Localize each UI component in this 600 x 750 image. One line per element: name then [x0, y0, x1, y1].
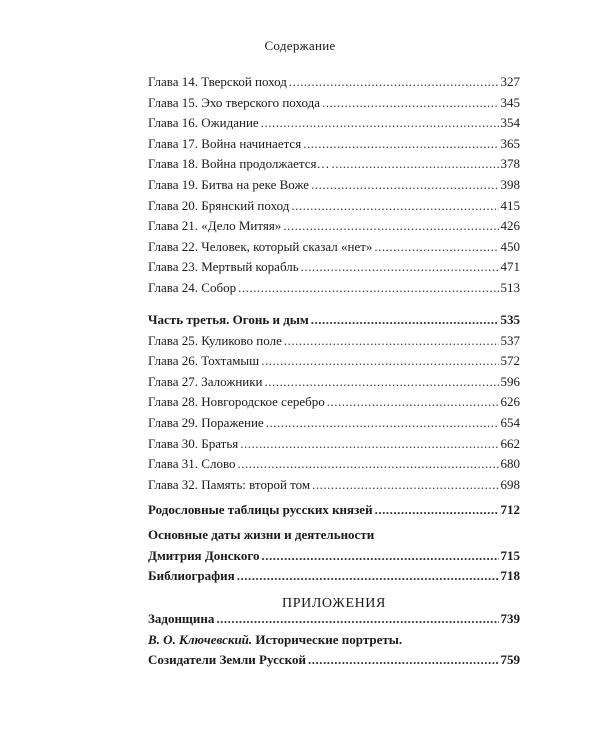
- toc-part-heading[interactable]: [148, 310, 520, 331]
- author-name: В. О. Ключевский.: [148, 631, 253, 647]
- dot-leader: [327, 392, 499, 413]
- toc-page-number: 471: [500, 259, 520, 275]
- toc-page-number: 718: [500, 568, 520, 584]
- toc-label: Глава 18. Война продолжается…: [148, 156, 330, 172]
- toc-page-number: 365: [500, 135, 520, 151]
- dot-leader: [265, 372, 499, 393]
- toc-label: Глава 19. Битва на реке Воже: [148, 176, 310, 192]
- toc-entry-zadonshchina[interactable]: [148, 609, 520, 630]
- dot-leader: [301, 257, 499, 278]
- toc-page-number: 662: [500, 435, 520, 451]
- dot-leader: [311, 175, 498, 196]
- dot-leader: [238, 454, 499, 475]
- toc-page-number: 513: [500, 279, 520, 295]
- toc-entry[interactable]: [148, 331, 520, 352]
- toc-label: Созидатели Земли Русской: [148, 652, 306, 668]
- section-heading-appendix: ПРИЛОЖЕНИЯ: [282, 596, 386, 611]
- toc-page-number: 398: [500, 176, 520, 192]
- toc-label: Библиография: [148, 568, 235, 584]
- toc-entry[interactable]: [148, 257, 520, 278]
- dot-leader: [332, 154, 499, 175]
- toc-entry[interactable]: [148, 434, 520, 455]
- toc-entry[interactable]: [148, 278, 520, 299]
- appendix-tables: [148, 500, 520, 521]
- toc-page-number: 327: [500, 74, 520, 89]
- toc-entry[interactable]: [148, 113, 520, 134]
- chapter-list-1: [148, 72, 520, 299]
- toc-label: Часть третья. Огонь и дым: [148, 312, 309, 327]
- toc-entry[interactable]: [148, 175, 520, 196]
- toc-entry[interactable]: [148, 237, 520, 258]
- toc-entry[interactable]: [148, 372, 520, 393]
- toc-label: Глава 30. Братья: [148, 435, 239, 451]
- dot-leader: [312, 475, 498, 496]
- toc-entry-klyuchevsky[interactable]: [148, 650, 520, 671]
- dot-leader: [261, 351, 498, 372]
- toc-label-line1: [148, 630, 520, 651]
- toc-page-number: 712: [500, 502, 520, 517]
- dot-leader: [238, 278, 498, 299]
- dot-leader: [261, 113, 499, 134]
- toc-page-number: 354: [500, 115, 520, 131]
- toc-page-number: 759: [500, 652, 520, 668]
- toc-page-number: 698: [500, 476, 520, 492]
- toc-label: Глава 29. Поражение: [148, 414, 264, 430]
- toc-label: Глава 14. Тверской поход: [148, 74, 287, 89]
- toc-entry[interactable]: [148, 72, 520, 93]
- toc-entry[interactable]: [148, 154, 520, 175]
- toc-entry[interactable]: [148, 392, 520, 413]
- page-title: Содержание: [264, 38, 336, 53]
- dot-leader: [308, 650, 499, 671]
- toc-page-number: 596: [500, 373, 520, 389]
- work-title: Исторические портреты.: [252, 631, 403, 647]
- toc-label: Глава 25. Куликово поле: [148, 332, 282, 348]
- toc-entry[interactable]: [148, 196, 520, 217]
- toc-entry[interactable]: [148, 216, 520, 237]
- toc-label: Глава 20. Брянский поход: [148, 197, 290, 213]
- dot-leader: [303, 134, 498, 155]
- toc-entry[interactable]: [148, 134, 520, 155]
- toc-label: Глава 26. Тохтамыш: [148, 353, 260, 369]
- toc-entry-dates[interactable]: [148, 546, 520, 567]
- dot-leader: [375, 500, 499, 521]
- chapter-list-2: [148, 310, 520, 495]
- toc-page-number: 626: [500, 394, 520, 410]
- toc-entry[interactable]: [148, 413, 520, 434]
- toc-page-number: 715: [500, 547, 520, 563]
- toc-entry[interactable]: [148, 454, 520, 475]
- dot-leader: [311, 310, 499, 331]
- dot-leader: [322, 93, 499, 114]
- toc-label: Глава 22. Человек, который сказал «нет»: [148, 238, 373, 254]
- toc-entry-genealogy[interactable]: [148, 500, 520, 521]
- dot-leader: [374, 237, 498, 258]
- toc-page-number: 345: [500, 94, 520, 110]
- appendix-list: [148, 609, 520, 671]
- toc-label: Глава 31. Слово: [148, 456, 236, 472]
- toc-page-number: 654: [500, 414, 520, 430]
- toc-label: Глава 32. Память: второй том: [148, 476, 311, 492]
- toc-label: Глава 16. Ожидание: [148, 115, 259, 131]
- toc-label: Глава 21. «Дело Митяя»: [148, 218, 282, 234]
- dot-leader: [291, 196, 498, 217]
- dot-leader: [266, 413, 499, 434]
- toc-label-line1: Основные даты жизни и деятельности: [148, 527, 375, 542]
- toc-label: Родословные таблицы русских князей: [148, 502, 373, 517]
- dot-leader: [240, 434, 498, 455]
- toc-page-number: 572: [500, 353, 520, 369]
- dot-leader: [216, 609, 498, 630]
- toc-label: Глава 28. Новгородское серебро: [148, 394, 325, 410]
- toc-entry[interactable]: [148, 93, 520, 114]
- toc-page-number: 426: [500, 218, 520, 234]
- toc-label: Глава 23. Мертвый корабль: [148, 259, 299, 275]
- toc-label: Задонщина: [148, 611, 215, 626]
- dates-block: [148, 525, 520, 587]
- dot-leader: [284, 331, 499, 352]
- toc-page-number: 680: [500, 456, 520, 472]
- toc-entry[interactable]: [148, 475, 520, 496]
- toc-page-number: 535: [500, 312, 520, 327]
- toc-page-number: 450: [500, 238, 520, 254]
- toc-label: Глава 24. Собор: [148, 279, 237, 295]
- dot-leader: [289, 72, 499, 93]
- dot-leader: [261, 546, 498, 567]
- toc-label: Глава 27. Заложники: [148, 373, 263, 389]
- toc-page-number: 739: [500, 611, 520, 626]
- toc-entry-bibliography[interactable]: [148, 566, 520, 587]
- toc-label: Дмитрия Донского: [148, 547, 260, 563]
- toc-label: Глава 17. Война начинается: [148, 135, 302, 151]
- toc-page-number: 378: [500, 156, 520, 172]
- dot-leader: [237, 566, 499, 587]
- toc-page-number: 537: [500, 332, 520, 348]
- toc-entry[interactable]: [148, 351, 520, 372]
- toc-label: Глава 15. Эхо тверского похода: [148, 94, 320, 110]
- dot-leader: [283, 216, 498, 237]
- toc-page-number: 415: [500, 197, 520, 213]
